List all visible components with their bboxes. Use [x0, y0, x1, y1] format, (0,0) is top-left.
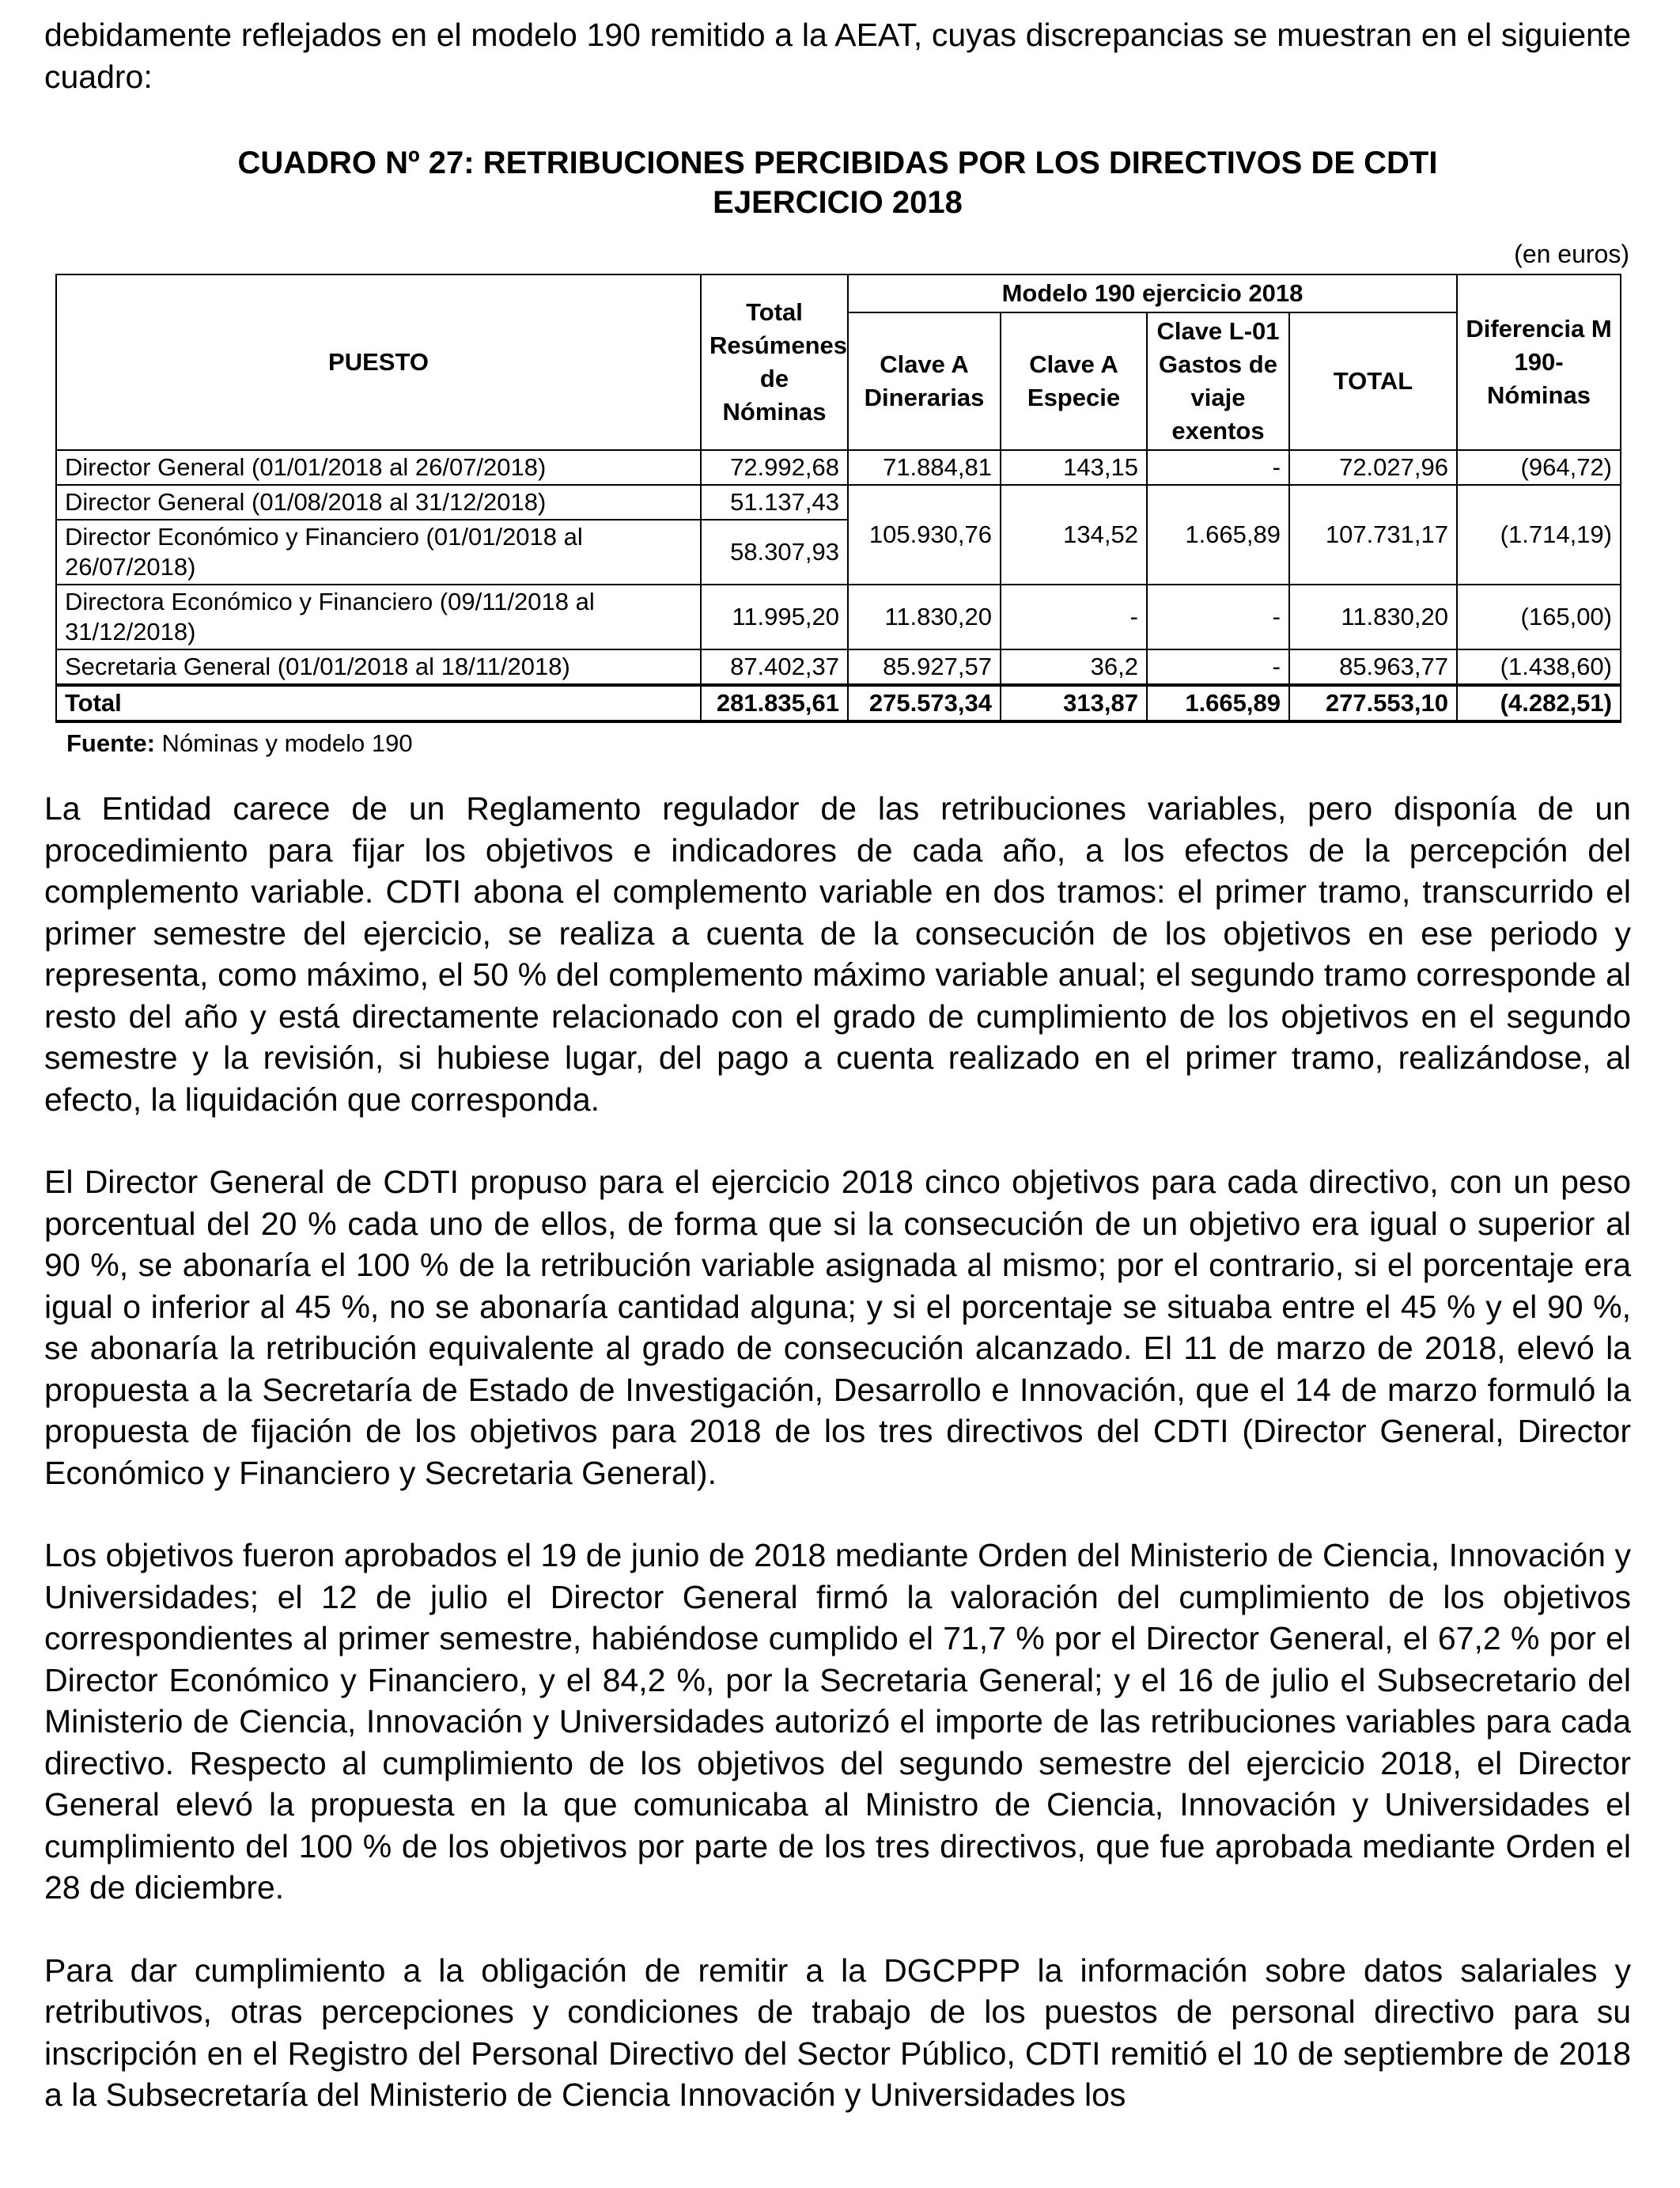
source-label: Fuente: [66, 729, 155, 757]
cell-dinerarias: 105.930,76 [848, 485, 1001, 585]
cell-especie: 36,2 [1001, 649, 1147, 685]
table-source [66, 728, 1631, 759]
cell-l01: 1.665,89 [1147, 485, 1289, 585]
cell-dinerarias: 85.927,57 [848, 649, 1001, 685]
header-total-resumenes: Total Resúmenes de Nóminas [701, 274, 848, 450]
cell-l01: 1.665,89 [1147, 685, 1289, 721]
cell-dinerarias: 11.830,20 [848, 585, 1001, 649]
retribuciones-table [55, 274, 1621, 723]
cell-diferencia: (964,72) [1457, 450, 1621, 485]
header-modelo-group: Modelo 190 ejercicio 2018 [848, 274, 1457, 312]
cell-especie: 134,52 [1001, 485, 1147, 585]
cell-puesto: Director Económico y Financiero (01/01/2018 al 26/07/2018) [56, 520, 701, 585]
cell-puesto: Director General (01/08/2018 al 31/12/2018) [56, 485, 701, 520]
cell-l01: - [1147, 649, 1289, 685]
intro-paragraph: debidamente reflejados en el modelo 190 remitido a la AEAT, cuyas discrepancias se muestran en el siguiente cuadro: [44, 17, 1631, 95]
paragraph-4: Para dar cumplimiento a la obligación de remitir a la DGCPPP la información sobre datos salariales y retributivos, otras percepciones y condiciones de trabajo de los puestos de personal directivo para su inscripción en el Registro del Personal Directivo del Sector Público, CDTI remitió el 10 de septiembre de 2018 a la Subsecretaría del Ministerio de Ciencia Innovación y Universidades los [44, 1951, 1631, 2113]
cell-resumenes: 87.402,37 [701, 649, 848, 685]
table-title-line1: CUADRO Nº 27: RETRIBUCIONES PERCIBIDAS POR LOS DIRECTIVOS DE CDTI [237, 146, 1438, 180]
cell-resumenes: 11.995,20 [701, 585, 848, 649]
body-text [44, 788, 1631, 2116]
table-units: (en euros) [1514, 240, 1629, 268]
cell-puesto: Secretaria General (01/01/2018 al 18/11/2018) [56, 649, 701, 685]
header-clave-l01: Clave L-01 Gastos de viaje exentos [1147, 312, 1289, 450]
cell-especie: 143,15 [1001, 450, 1147, 485]
cell-l01: - [1147, 450, 1289, 485]
cell-resumenes: 58.307,93 [701, 520, 848, 585]
cell-l01: - [1147, 585, 1289, 649]
table-total-row [56, 685, 1621, 721]
header-clave-a-especie: Clave A Especie [1001, 312, 1147, 450]
cell-resumenes: 51.137,43 [701, 485, 848, 520]
cell-especie: - [1001, 585, 1147, 649]
cell-puesto: Directora Económico y Financiero (09/11/2018 al 31/12/2018) [56, 585, 701, 649]
paragraph-1: La Entidad carece de un Reglamento regulador de las retribuciones variables, pero disponía de un procedimiento para fijar los objetivos e indicadores de cada año, a los efectos de la percepción del complemento variable. CDTI abona el complemento variable en dos tramos: el primer tramo, transcurrido el primer semestre del ejercicio, se realiza a cuenta de la consecución de los objetivos en ese periodo y representa, como máximo, el 50 % del complemento máximo variable anual; el segundo tramo corresponde al resto del año y está directamente relacionado con el grado de cumplimiento de los objetivos en el segundo semestre y la revisión, si hubiese lugar, del pago a cuenta realizado en el primer tramo, realizándose, al efecto, la liquidación que corresponda. [44, 790, 1631, 1118]
cell-total: 85.963,77 [1289, 649, 1457, 685]
cell-total: 107.731,17 [1289, 485, 1457, 585]
table-title [44, 143, 1631, 222]
cell-diferencia: (1.438,60) [1457, 649, 1621, 685]
cell-diferencia: (1.714,19) [1457, 485, 1621, 585]
cell-puesto: Director General (01/01/2018 al 26/07/2018) [56, 450, 701, 485]
paragraph-2: El Director General de CDTI propuso para el ejercicio 2018 cinco objetivos para cada directivo, con un peso porcentual del 20 % cada uno de ellos, de forma que si la consecución de un objetivo era igual o superior al 90 %, se abonaría el 100 % de la retribución variable asignada al mismo; por el contrario, si el porcentaje era igual o inferior al 45 %, no se abonaría cantidad alguna; y si el porcentaje se situaba entre el 45 % y el 90 %, se abonaría la retribución equivalente al grado de consecución alcanzado. El 11 de marzo de 2018, elevó la propuesta a la Secretaría de Estado de Investigación, Desarrollo e Innovación, que el 14 de marzo formuló la propuesta de fijación de los objetivos para 2018 de los tres directivos del CDTI (Director General, Director Económico y Financiero y Secretaria General). [44, 1164, 1631, 1491]
header-clave-a-dinerarias: Clave A Dinerarias [848, 312, 1001, 450]
cell-resumenes: 72.992,68 [701, 450, 848, 485]
cell-especie: 313,87 [1001, 685, 1147, 721]
cell-dinerarias: 275.573,34 [848, 685, 1001, 721]
table-row [56, 585, 1621, 649]
header-puesto: PUESTO [56, 274, 701, 450]
table-row [56, 450, 1621, 485]
cell-puesto: Total [56, 685, 701, 721]
cell-resumenes: 281.835,61 [701, 685, 848, 721]
cell-total: 277.553,10 [1289, 685, 1457, 721]
header-diferencia: Diferencia M 190-Nóminas [1457, 274, 1621, 450]
document-page [44, 0, 1631, 2116]
header-total: TOTAL [1289, 312, 1457, 450]
paragraph-3: Los objetivos fueron aprobados el 19 de junio de 2018 mediante Orden del Ministerio de Ciencia, Innovación y Universidades; el 12 de julio el Director General firmó la valoración del cumplimiento de los objetivos correspondientes al primer semestre, habiéndose cumplido el 71,7 % por el Director General, el 67,2 % por el Director Económico y Financiero, y el 84,2 %, por la Secretaria General; y el 16 de julio el Subsecretario del Ministerio de Ciencia, Innovación y Universidades autorizó el importe de las retribuciones variables para cada directivo. Respecto al cumplimiento de los objetivos del segundo semestre del ejercicio 2018, el Director General elevó la propuesta en la que comunicaba al Ministro de Ciencia, Innovación y Universidades el cumplimiento del 100 % de los objetivos por parte de los tres directivos, que fue aprobada mediante Orden el 28 de diciembre. [44, 1537, 1631, 1906]
table-row [56, 485, 1621, 520]
cell-total: 11.830,20 [1289, 585, 1457, 649]
cell-diferencia: (165,00) [1457, 585, 1621, 649]
cell-dinerarias: 71.884,81 [848, 450, 1001, 485]
cell-total: 72.027,96 [1289, 450, 1457, 485]
cell-diferencia: (4.282,51) [1457, 685, 1621, 721]
table-row [56, 649, 1621, 685]
source-text: Nóminas y modelo 190 [154, 729, 413, 757]
table-title-line2: EJERCICIO 2018 [713, 185, 963, 220]
